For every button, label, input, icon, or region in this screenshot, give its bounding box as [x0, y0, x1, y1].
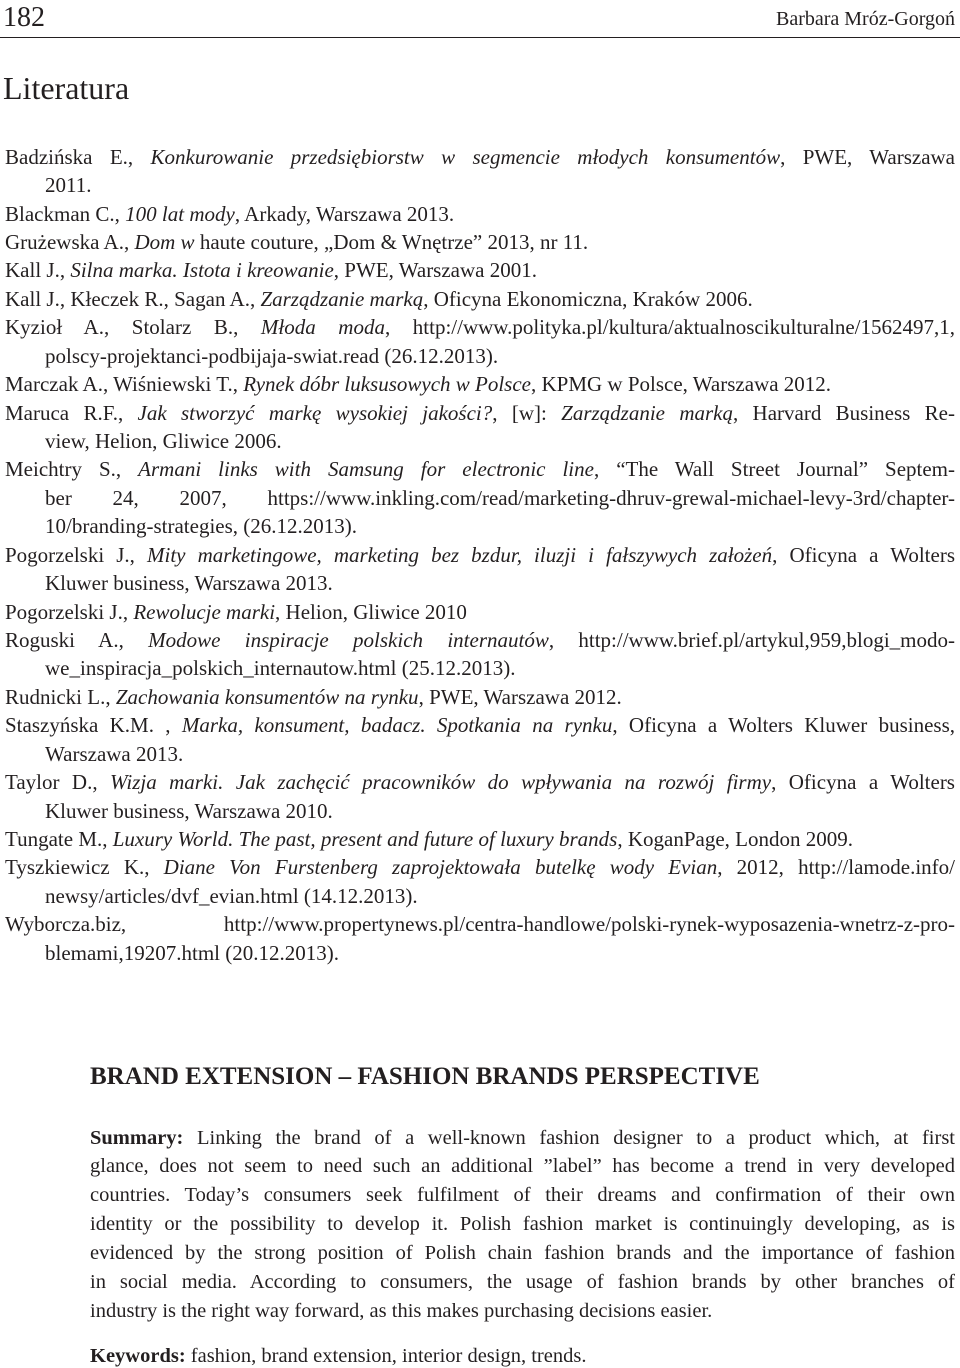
reference-text: we_inspiracja_polskich_internautow.html (25.12.2013). — [45, 656, 516, 681]
reference-text: Taylor D., — [5, 770, 111, 795]
reference-title-text: Dom w — [134, 230, 195, 255]
reference-line-content — [5, 143, 955, 171]
reference-title-text: Silna marka. Istota i kreowanie — [70, 258, 334, 283]
summary-paragraph — [90, 1124, 955, 1326]
reference-line-content — [5, 683, 622, 711]
reference-line-content — [5, 313, 955, 341]
summary-line-content — [90, 1181, 955, 1210]
reference-line — [0, 285, 960, 313]
reference-line-content — [45, 342, 498, 370]
reference-item — [0, 370, 960, 398]
reference-text: , Helion, Gliwice 2010 — [275, 599, 467, 624]
reference-text: view, Helion, Gliwice 2006. — [45, 429, 282, 454]
reference-title-text: Jak stworzyć markę wysokiej jakości? — [137, 400, 493, 425]
summary-line-content — [90, 1268, 955, 1297]
reference-text: Kluwer business, Warszawa 2010. — [45, 798, 333, 823]
reference-text: Kall J., Kłeczek R., Sagan A., — [5, 286, 261, 311]
reference-item — [0, 768, 960, 825]
reference-title-text: Mity marketingowe, marketing bez bzdur, iluzji i fałszywych założeń — [147, 542, 773, 567]
reference-line-content — [5, 768, 955, 796]
reference-title-text: 100 lat mody — [125, 201, 235, 226]
summary-line-content — [90, 1239, 955, 1268]
header-rule — [0, 37, 960, 38]
reference-title-text: Młoda moda — [260, 315, 385, 340]
reference-line-content — [5, 626, 955, 654]
reference-text: , KoganPage, London 2009. — [617, 826, 853, 851]
running-head-author: Barbara Mróz-Gorgoń — [775, 8, 955, 30]
reference-line-content — [5, 598, 467, 626]
reference-text: Kyzioł A., Stolarz B., — [5, 315, 261, 340]
reference-title-text: Zarządzanie marką — [260, 286, 424, 311]
reference-title-text: Konkurowanie przedsiębiorstw w segmencie młodych konsumentów — [150, 144, 781, 169]
reference-line-content — [5, 853, 955, 881]
reference-item — [0, 853, 960, 910]
summary-text: Linking the brand of a well-known fashion designer to a product which, at first — [197, 1126, 955, 1149]
reference-text: ber 24, 2007, https://www.inkling.com/read/marketing-dhruv-grewal-michael-levy-3rd/chapter- — [45, 485, 955, 510]
reference-item — [0, 256, 960, 284]
reference-item — [0, 626, 960, 683]
reference-line — [0, 399, 960, 427]
reference-title-text: Zarządzanie marką — [561, 400, 733, 425]
reference-line-content — [5, 256, 537, 284]
keywords-line — [90, 1345, 955, 1367]
page-number: 182 — [3, 2, 45, 33]
reference-line — [0, 626, 960, 654]
reference-line-content — [45, 484, 955, 512]
reference-text: newsy/articles/dvf_evian.html (14.12.2013). — [45, 883, 418, 908]
summary-line — [90, 1181, 955, 1210]
summary-line-content — [90, 1297, 712, 1326]
reference-line-content — [45, 740, 183, 768]
reference-line-content — [45, 569, 333, 597]
reference-line-content — [45, 512, 357, 540]
reference-line — [0, 768, 960, 796]
reference-item — [0, 285, 960, 313]
reference-item — [0, 683, 960, 711]
summary-line-content — [90, 1152, 955, 1181]
reference-text: , Harvard Business Re- — [732, 400, 955, 425]
reference-line — [0, 853, 960, 881]
reference-text: Blackman C., — [5, 201, 126, 226]
keywords-text: fashion, brand extension, interior design, trends. — [190, 1345, 587, 1367]
summary-line — [90, 1152, 955, 1181]
summary-line — [90, 1268, 955, 1297]
reference-item — [0, 313, 960, 370]
reference-line-content — [5, 910, 955, 938]
reference-line-content — [45, 427, 282, 455]
section-title: Literatura — [3, 70, 130, 106]
reference-title-text: Armani links with Samsung for electronic line — [138, 457, 594, 482]
reference-text: , Oficyna Ekonomiczna, Kraków 2006. — [423, 286, 753, 311]
reference-line — [0, 313, 960, 341]
reference-item — [0, 910, 960, 967]
reference-line — [0, 541, 960, 569]
reference-text: Pogorzelski J., — [5, 599, 134, 624]
reference-item — [0, 143, 960, 200]
summary-text: evidenced by the strong position of Polish chain fashion brands and the importance of fashion — [90, 1241, 955, 1264]
reference-item — [0, 455, 960, 540]
reference-line — [0, 825, 960, 853]
reference-text: , Oficyna a Wolters — [771, 770, 955, 795]
reference-line — [0, 370, 960, 398]
reference-text: Badzińska E., — [5, 144, 151, 169]
reference-text: , [w]: — [492, 400, 562, 425]
reference-title-text: Zachowania konsumentów na rynku — [115, 684, 419, 709]
reference-text: Staszyńska K.M. , — [5, 713, 182, 738]
reference-line-content — [45, 171, 91, 199]
reference-line-content — [5, 455, 955, 483]
reference-text: Meichtry S., — [5, 457, 139, 482]
reference-item — [0, 200, 960, 228]
reference-line — [0, 143, 960, 171]
reference-item — [0, 711, 960, 768]
reference-text: Warszawa 2013. — [45, 741, 184, 766]
summary-text: identity or the possibility to develop it. Polish fashion market is continuingly developing, as is — [90, 1213, 955, 1236]
keywords-label: Keywords: — [90, 1345, 186, 1367]
reference-line — [0, 171, 960, 199]
summary-text: industry is the right way forward, as this makes purchasing decisions easier. — [90, 1299, 713, 1322]
reference-text: Wyborcza.biz, http://www.propertynews.pl/centra-handlowe/polski-rynek-wyposazenia-wnetrz-z-pro- — [5, 912, 955, 937]
reference-title-text: Diane Von Furstenberg zaprojektowała butelkę wody Evian — [163, 855, 718, 880]
reference-line-content — [45, 797, 333, 825]
summary-line — [90, 1124, 955, 1153]
reference-text: , KPMG w Polsce, Warszawa 2012. — [531, 372, 832, 397]
reference-line — [0, 740, 960, 768]
reference-title-text: Rewolucje marki — [133, 599, 276, 624]
reference-text: , http://www.polityka.pl/kultura/aktualnoscikulturalne/1562497,1, — [384, 315, 956, 340]
reference-item — [0, 228, 960, 256]
reference-text: , PWE, Warszawa 2001. — [333, 258, 537, 283]
reference-line — [0, 939, 960, 967]
reference-text: polscy-projektanci-podbijaja-swiat.read (26.12.2013). — [45, 343, 499, 368]
reference-text: Kall J., — [5, 258, 71, 283]
reference-line-content — [5, 825, 853, 853]
reference-text: Maruca R.F., — [5, 400, 138, 425]
reference-line-content — [5, 541, 955, 569]
summary-text: countries. Today’s consumers seek fulfilment of their dreams and confirmation of their own — [90, 1184, 955, 1207]
reference-text: , “The Wall Street Journal” Septem- — [593, 457, 956, 482]
reference-line-content — [5, 370, 831, 398]
reference-line-content — [45, 882, 418, 910]
summary-line-content — [90, 1124, 955, 1153]
reference-line — [0, 256, 960, 284]
reference-line — [0, 683, 960, 711]
reference-text: , PWE, Warszawa — [780, 144, 955, 169]
reference-item — [0, 399, 960, 456]
reference-text: , 2012, http://lamode.info/ — [717, 855, 955, 880]
reference-line-content — [5, 711, 955, 739]
reference-line-content — [5, 228, 588, 256]
reference-text: , Oficyna a Wolters — [772, 542, 955, 567]
reference-line — [0, 598, 960, 626]
reference-text: Roguski A., — [5, 627, 149, 652]
summary-text: glance, does not seem to need such an additional ”label” has become a trend in very developed — [90, 1155, 955, 1178]
reference-title-text: Wizja marki. Jak zachęcić pracowników do wpływania na rozwój firmy — [110, 770, 772, 795]
reference-text: 10/branding-strategies, (26.12.2013). — [45, 514, 358, 539]
reference-text: Pogorzelski J., — [5, 542, 147, 567]
reference-line-content — [5, 285, 753, 313]
reference-title-text: Modowe inspiracje polskich internautów — [148, 627, 549, 652]
summary-line — [90, 1210, 955, 1239]
reference-title-text: Rynek dóbr luksusowych w Polsce — [243, 372, 531, 397]
summary-label: Summary: — [90, 1126, 184, 1149]
reference-title-text: Luxury World. The past, present and future of luxury brands — [112, 826, 618, 851]
reference-line — [0, 228, 960, 256]
reference-line-content — [5, 200, 454, 228]
reference-text: , Oficyna a Wolters Kluwer business, — [612, 713, 955, 738]
reference-text: , http://www.brief.pl/artykul,959,blogi_modo- — [548, 627, 955, 652]
reference-text: Grużewska A., — [5, 230, 135, 255]
reference-text: , PWE, Warszawa 2012. — [418, 684, 622, 709]
reference-line — [0, 797, 960, 825]
reference-line — [0, 200, 960, 228]
reference-item — [0, 541, 960, 598]
reference-line — [0, 654, 960, 682]
reference-line — [0, 484, 960, 512]
reference-text: , Arkady, Warszawa 2013. — [234, 201, 455, 226]
reference-item — [0, 598, 960, 626]
reference-text: Kluwer business, Warszawa 2013. — [45, 571, 333, 596]
summary-line — [90, 1297, 955, 1326]
reference-item — [0, 825, 960, 853]
reference-text: Marczak A., Wiśniewski T., — [5, 372, 244, 397]
reference-line — [0, 455, 960, 483]
reference-text: blemami,19207.html (20.12.2013). — [45, 940, 339, 965]
reference-line — [0, 427, 960, 455]
reference-text: 2011. — [45, 173, 92, 198]
reference-line — [0, 711, 960, 739]
abstract-title: BRAND EXTENSION – FASHION BRANDS PERSPECTIVE — [90, 1063, 760, 1090]
summary-text: in social media. According to consumers, the usage of fashion brands by other branches of — [90, 1270, 955, 1293]
reference-text: Tungate M., — [5, 826, 113, 851]
reference-line — [0, 882, 960, 910]
summary-line-content — [90, 1210, 955, 1239]
reference-list — [0, 143, 960, 967]
reference-text: Rudnicki L., — [5, 684, 116, 709]
reference-line — [0, 342, 960, 370]
reference-line-content — [45, 654, 515, 682]
reference-line — [0, 512, 960, 540]
summary-line — [90, 1239, 955, 1268]
reference-title-text: Marka, konsument, badacz. Spotkania na rynku — [181, 713, 613, 738]
reference-text: Tyszkiewicz K., — [5, 855, 164, 880]
reference-text: haute couture, „Dom & Wnętrze” 2013, nr 11. — [194, 230, 589, 255]
reference-line — [0, 910, 960, 938]
reference-line-content — [5, 399, 955, 427]
reference-line-content — [45, 939, 339, 967]
reference-line — [0, 569, 960, 597]
